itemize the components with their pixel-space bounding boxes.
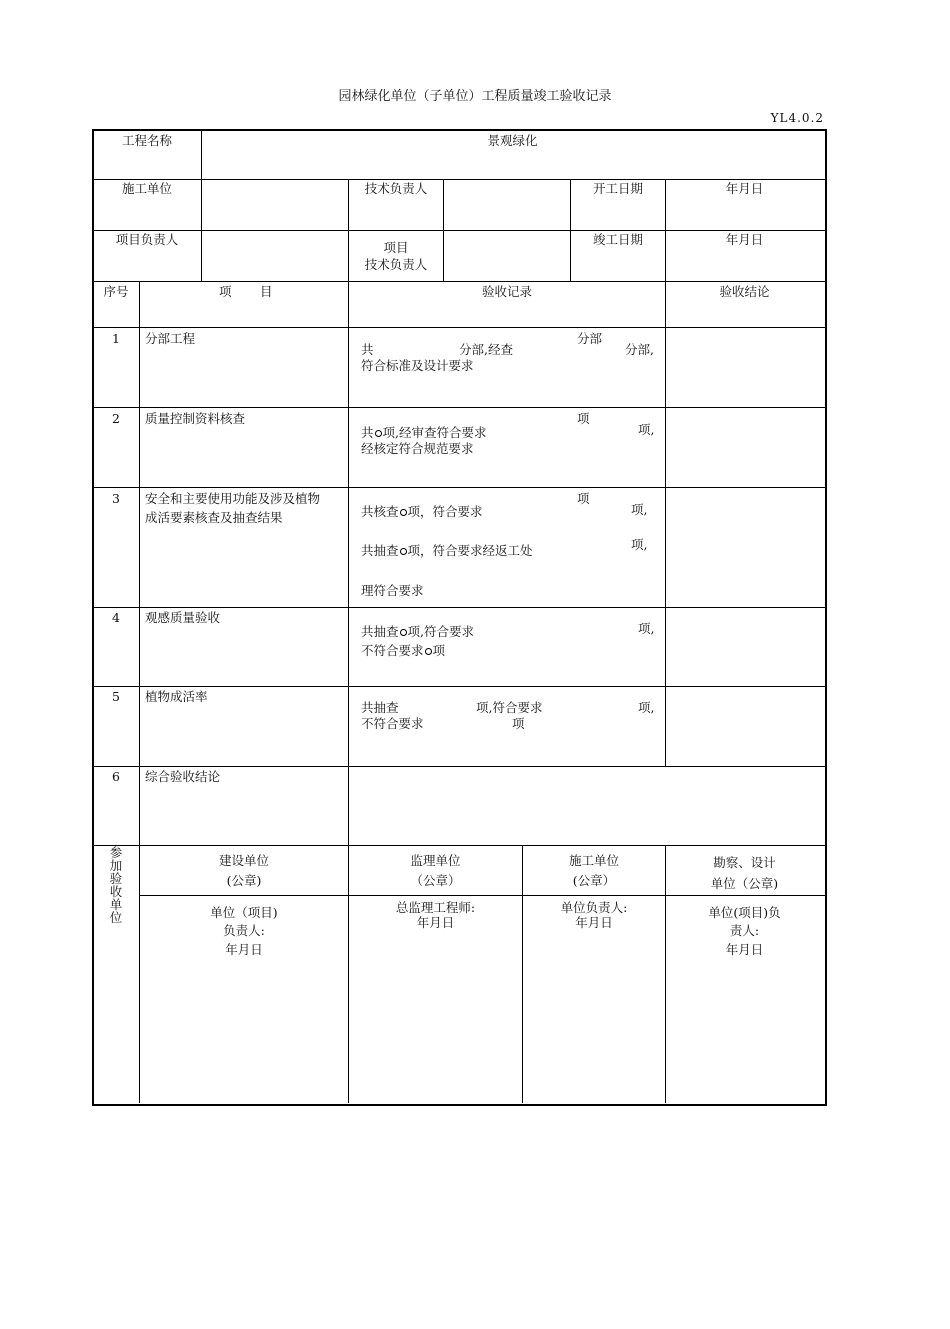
row-item-name: 安全和主要使用功能及涉及植物 [145, 491, 321, 506]
record-text: 项，符合要求 [407, 504, 483, 519]
row-divider [92, 607, 825, 608]
row-item-name: 质量控制资料核查 [145, 411, 246, 426]
row-divider [92, 845, 825, 846]
record-text: 项,符合要求 [476, 700, 543, 715]
row-number: 1 [112, 331, 120, 346]
record-text: 分部,经查 [459, 342, 513, 357]
row-item-name: 分部工程 [145, 331, 196, 346]
row-divider [139, 895, 825, 896]
circle-mark-icon [375, 430, 382, 437]
row-number: 4 [112, 610, 120, 625]
designer-unit-seal: 单位（公章) [710, 876, 779, 891]
builder-unit-seal: (公章) [226, 873, 262, 888]
row-divider [92, 686, 825, 687]
record-text: 项 [577, 411, 590, 426]
supervisor-unit-seal: （公章） [410, 873, 461, 888]
designer-sign-date: 年月日 [725, 942, 764, 957]
row-item-name: 观感质量验收 [145, 610, 221, 625]
project-tech-lead-label: 技术负责人 [364, 257, 428, 272]
supervisor-unit-name: 监理单位 [410, 853, 461, 868]
row-divider [92, 766, 825, 767]
row-divider [92, 327, 825, 328]
row-divider [92, 487, 825, 488]
record-text [361, 624, 474, 640]
participants-side-label: 参加验收单位 [109, 845, 123, 925]
record-text [361, 643, 445, 659]
circle-mark-icon [400, 548, 407, 555]
tech-lead-label: 技术负责人 [364, 181, 428, 196]
start-date-value: 年月日 [725, 181, 764, 196]
record-text [361, 425, 487, 441]
col-divider [348, 281, 349, 1103]
record-text: 项 [432, 643, 446, 658]
column-item: 项 [219, 284, 232, 299]
designer-signer: 单位(项目)负 [708, 905, 781, 920]
column-item: 目 [260, 284, 273, 299]
record-text: 不符合要求 [361, 716, 424, 731]
column-conclusion: 验收结论 [719, 284, 770, 299]
construction-unit-label: 施工单位 [121, 181, 172, 196]
row-item-name: 植物成活率 [145, 689, 208, 704]
record-text [361, 543, 533, 559]
record-text: 共核查 [361, 504, 399, 519]
finish-date-label: 竣工日期 [592, 232, 643, 247]
designer-unit-name: 勘察、设计 [713, 855, 776, 870]
project-tech-lead-label: 项目 [383, 240, 409, 255]
project-name-label: 工程名称 [121, 133, 172, 148]
circle-mark-icon [400, 509, 407, 516]
contractor-unit-name: 施工单位 [568, 853, 619, 868]
form-code: YL4.0.2 [770, 111, 824, 125]
designer-signer: 责人: [729, 923, 760, 938]
record-text: 项, [638, 422, 655, 437]
builder-signer: 单位（项目) [210, 905, 278, 920]
circle-mark-icon [425, 648, 432, 655]
record-text: 共 [361, 342, 374, 357]
record-text: 项,符合要求 [407, 624, 474, 639]
start-date-label: 开工日期 [592, 181, 643, 196]
project-name-value: 景观绿化 [487, 133, 538, 148]
row-item-name: 综合验收结论 [145, 769, 221, 784]
col-divider [201, 129, 202, 281]
record-text: 共 [361, 425, 374, 440]
record-text: 分部 [577, 331, 603, 346]
record-text: 项, [631, 502, 648, 517]
row-number: 2 [112, 411, 120, 426]
record-text [361, 504, 483, 520]
record-text: 项, [631, 537, 648, 552]
builder-unit-name: 建设单位 [218, 853, 269, 868]
record-text: 经核定符合规范要求 [361, 441, 474, 456]
record-text: 理符合要求 [361, 583, 424, 598]
column-seq: 序号 [103, 284, 129, 299]
builder-signer: 负责人: [223, 923, 265, 938]
record-text: 项 [577, 491, 590, 506]
record-text: 共抽查 [361, 543, 399, 558]
row-number: 3 [112, 491, 120, 506]
record-text: 项, [638, 700, 655, 715]
circle-mark-icon [400, 629, 407, 636]
col-divider [443, 179, 444, 281]
finish-date-value: 年月日 [725, 232, 764, 247]
contractor-sign-date: 年月日 [575, 915, 613, 930]
record-text: 共抽查 [361, 624, 399, 639]
record-text: 符合标准及设计要求 [361, 358, 474, 373]
contractor-signer: 单位负责人: [560, 900, 628, 915]
row-item-name: 成活要素核查及抽查结果 [145, 510, 283, 525]
row-number: 6 [112, 769, 120, 784]
record-text: 项, [638, 621, 655, 636]
record-text: 项,经审查符合要求 [382, 425, 487, 440]
col-divider [139, 281, 140, 1103]
record-text: 分部, [625, 342, 654, 357]
col-divider [665, 179, 666, 766]
row-divider [92, 281, 825, 282]
row-divider [92, 407, 825, 408]
project-manager-label: 项目负责人 [115, 232, 179, 247]
builder-sign-date: 年月日 [225, 942, 263, 957]
contractor-unit-seal: (公章） [572, 873, 616, 888]
record-text: 不符合要求 [361, 643, 424, 658]
supervisor-sign-date: 年月日 [416, 915, 455, 930]
document-title: 园林绿化单位（子单位）工程质量竣工验收记录 [338, 89, 612, 104]
supervisor-signer: 总监理工程师: [395, 900, 476, 915]
record-text: 项，符合要求经返工处 [407, 543, 533, 558]
column-record: 验收记录 [481, 284, 532, 299]
record-text: 共抽查 [361, 700, 399, 715]
row-number: 5 [112, 689, 120, 704]
record-text: 项 [512, 716, 525, 731]
